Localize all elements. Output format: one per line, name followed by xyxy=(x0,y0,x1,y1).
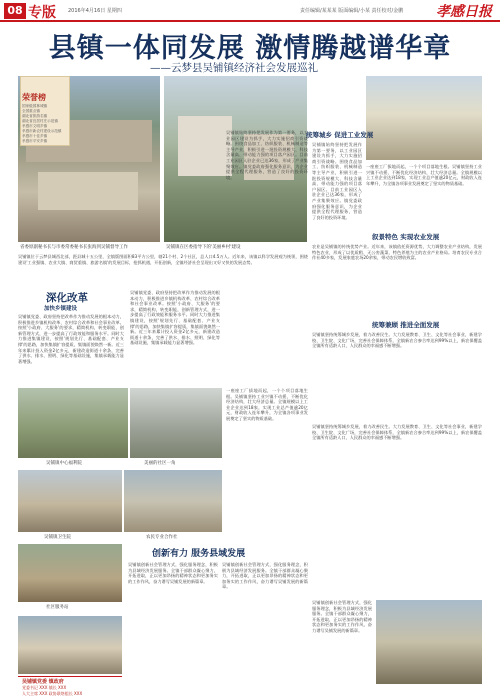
editor-line: 责任编辑/某某某 版面编辑/小某 责任校对/金鹏 xyxy=(300,8,404,14)
photo-industrial-park xyxy=(366,76,482,160)
section-title: 统筹城乡 促进工业发展 xyxy=(306,131,374,139)
photo-hospital xyxy=(18,470,122,532)
honor-box-title: 荣誉榜 xyxy=(22,93,46,102)
photo-new-village xyxy=(18,616,122,674)
article-text: 农业是吴铺镇的传统优势产业。近年来，该镇依托资源优势，大力调整农业产业结构，发展特色农业，形成了以优质稻、无公害蔬菜、特色养殖为主的农业产业格局。培育农民专业合作社40多家，发展家庭农场20余家，带动农民增收致富。 xyxy=(312,244,482,261)
article-text: 一座座工厂拔地而起，一个个项目落地生根。吴铺镇坚持工业兴镇不动摇，不断优化经济结构，壮大经济总量。全镇规模以上工业企业达到18家，实现工业总产值逾20亿元，财政收入连年攀升，为全镇各项事业发展奠定了坚实的物质基础。 xyxy=(366,164,482,186)
section-title: 统筹兼顾 推进全面发展 xyxy=(372,321,440,329)
article-text: 吴铺镇创新社会管理方式，强化服务理念，积极为县域经济发展服务。全镇干部群众凝心聚力，开拓进取，正以更加昂扬的精神状态和更加务实的工作作风，奋力谱写吴铺发展的新篇章。 xyxy=(222,562,308,590)
article-text: 吴铺镇坚持统筹城乡发展，着力改善民生。大力发展教育、卫生、文化等社会事业，新建学校、卫生院、文化广场，完善社会保障体系，全镇新农合参合率达到99%以上，新农保覆盖全镇所有适龄人口，人民群众的幸福感不断增强。 xyxy=(312,332,482,349)
photo-caption: 农民专业合作社 xyxy=(146,535,178,540)
section-title: 叙景特色 实现农业发展 xyxy=(372,233,440,241)
honor-line: 孝感市十佳乡镇 xyxy=(22,134,48,138)
date-line: 2016年4月16日 星期四 xyxy=(68,8,122,14)
article-text: 吴铺镇党委、政府坚持把改革作为推动发展的根本动力，积极推进乡镇机构改革、农村综合改革和社会事业改革。按照'小政府、大服务'的要求，精简机构，转变职能，创新管理方式，进一步提高了行政效能和服务水平。同时大力推进集镇建设，按照'规划先行、基础配套、产业支撑'的思路，加快集镇扩容提质，集镇面貌焕然一新。近三年来累计投入资金2亿多元，新建改造街道十余条，完善了供水、排水、照明、绿化等基础设施，集镇承载能力显著增强。 xyxy=(18,314,124,364)
honor-line: 全国重点镇 xyxy=(22,109,40,113)
footer-rule xyxy=(18,676,122,677)
page-number: 08 xyxy=(4,3,26,19)
article-text: 吴铺镇党委、政府坚持把改革作为推动发展的根本动力，积极推进乡镇机构改革、农村综合改革和社会事业改革。按照'小政府、大服务'的要求，精简机构，转变职能，创新管理方式，进一步提高了行政效能和服务水平。同时大力推进集镇建设，按照'规划先行、基础配套、产业支撑'的思路，加快集镇扩容提质，集镇面貌焕然一新。近三年来累计投入资金2亿多元，新建改造街道十余条，完善了供水、排水、照明、绿化等基础设施，集镇承载能力显著增强。 xyxy=(130,290,220,346)
footer-line: 人大主席 XXX 政协联络组长 XXX xyxy=(22,691,83,696)
newspaper-logo: 孝感日报 xyxy=(436,4,492,20)
section-title: 创新有力 服务县域发展 xyxy=(152,549,246,559)
article-text: 吴铺镇始终坚持把发展作为第一要务，以工业园区建设为抓手，大力实施招商引资战略。围绕食品加工、纺织服装、机械制造等主导产业，积极引进一批投资规模大、科技含量高、带动能力强的项目落户园区。目前工业园区入驻企业已达36家，形成了产业集聚效应。镇党委政府强化服务意识，为企业提供全程代理服务，营造了良好的投资环境。 xyxy=(226,130,308,180)
photo-caption: 吴铺镇卫生院 xyxy=(44,535,71,540)
photo-caption: 吴铺镇在区委指导下的'美丽乡村'建设 xyxy=(166,245,241,250)
article-text: 一座座工厂拔地而起，一个个项目落地生根。吴铺镇坚持工业兴镇不动摇，不断优化经济结构，壮大经济总量。全镇规模以上工业企业达到18家，实现工业总产值逾20亿元，财政收入连年攀升，为全镇各项事业发展奠定了坚实的物质基础。 xyxy=(226,388,308,421)
sub-headline: ——云梦县吴铺镇经济社会发展巡礼 xyxy=(150,62,318,74)
page-header xyxy=(0,0,500,22)
footer-line: 党委书记 XXX 镇长 XXX xyxy=(22,685,67,690)
honor-line: 孝感市文明乡镇 xyxy=(22,124,48,128)
article-text: 吴铺镇创新社会管理方式，强化服务理念，积极为县域经济发展服务。全镇干部群众凝心聚力，开拓进取，正以更加昂扬的精神状态和更加务实的工作作风，奋力谱写吴铺发展的新篇章。 xyxy=(312,600,372,633)
article-text: 吴铺镇坚持统筹城乡发展，着力改善民生。大力发展教育、卫生、文化等社会事业，新建学校、卫生院、文化广场，完善社会保障体系，全镇新农合参合率达到99%以上，新农保覆盖全镇所有适龄人口，人民群众的幸福感不断增强。 xyxy=(312,424,482,441)
photo-caption: 吴铺镇中心福利院 xyxy=(46,461,82,466)
photo-caption: 美丽的社区一角 xyxy=(144,461,176,466)
section-subtitle: 加快乡镇建设 xyxy=(44,306,78,312)
article-text: 吴铺镇创新社会管理方式，强化服务理念，积极为县域经济发展服务。全镇干部群众凝心聚力，开拓进取，正以更加昂扬的精神状态和更加务实的工作作风，奋力谱写吴铺发展的新篇章。 xyxy=(128,562,218,584)
photo-service-station xyxy=(18,544,122,602)
photo-welfare-home xyxy=(18,388,128,458)
photo-caption: 社区服务站 xyxy=(46,605,69,610)
article-text: 吴铺镇始终坚持把发展作为第一要务，以工业园区建设为抓手，大力实施招商引资战略。围绕食品加工、纺织服装、机械制造等主导产业，积极引进一批投资规模大、科技含量高、带动能力强的项目落户园区。目前工业园区入驻企业已达36家，形成了产业集聚效应。镇党委政府强化服务意识，为企业提供全程代理服务，营造了良好的投资环境。 xyxy=(312,142,362,220)
honor-line: 湖北省旅游名镇 xyxy=(22,114,48,118)
photo-caption: 省委原副秘书长与市委常委秘书长张海到吴铺督导工作 xyxy=(20,245,128,250)
intro-paragraph: 吴铺镇位于云梦县城西北部，距县城十五公里，全镇版图面积83平方公里，辖21个村、2个社区，总人口4.5万人。近年来，该镇以科学发展观为统领，围绕建设'工业强镇、农业大镇、商贸重镇、旅游名镇'的发展目标，抢抓机遇，开拓创新，全镇经济社会呈现出又好又快的发展态势。 xyxy=(18,254,308,265)
main-headline: 县镇一体同发展 激情腾越谱华章 xyxy=(48,33,452,64)
photo-town-street xyxy=(376,600,482,684)
photo-cooperative xyxy=(124,470,222,532)
honor-line: 湖北省宜居村庄示范镇 xyxy=(22,119,58,123)
photo-community xyxy=(130,388,222,458)
honor-line: 孝感市平安乡镇 xyxy=(22,139,48,143)
section-title: 深化改革 xyxy=(46,292,88,304)
section-label: 专版 xyxy=(28,5,56,21)
honor-line: 国家级园林城镇 xyxy=(22,104,48,108)
footer-title: 吴铺镇党委 镇政府 xyxy=(22,679,64,685)
honor-line: 孝感市新农村建设示范镇 xyxy=(22,129,62,133)
